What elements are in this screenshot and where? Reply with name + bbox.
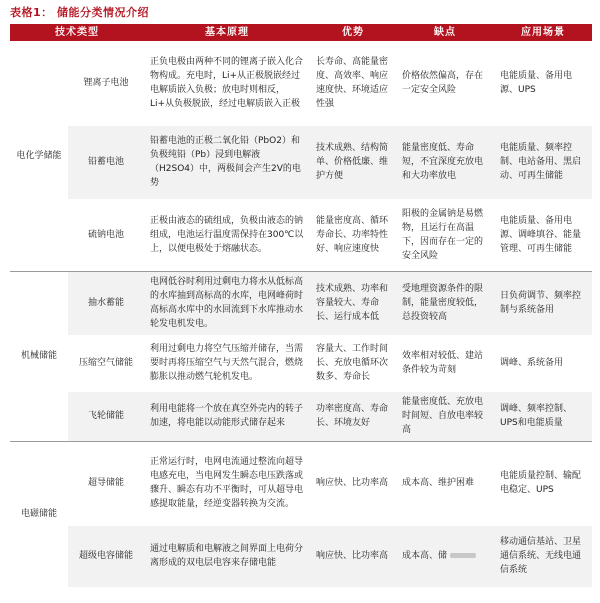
principle-cell: 利用电能将一个放在真空外壳内的转子加速，将电能以动能形式储存起来 [144, 391, 310, 441]
principle-cell: 通过电解质和电解液之间界面上电荷分离形成的双电层电容来存储电能 [144, 525, 310, 587]
table-row [10, 335, 592, 391]
application-cell: 移动通信基站、卫星通信系统、无线电通信系统 [494, 525, 592, 587]
principle-cell: 正常运行时，电网电流通过整流向超导电感充电，当电网发生瞬态电压跌落或骤升、瞬态有功不平衡时，可从超导电感提取能量，经逆变器转换为交流。 [144, 441, 310, 525]
advantage-cell: 响应快、比功率高 [310, 441, 396, 525]
application-cell: 调峰、系统备用 [494, 335, 592, 391]
disadvantage-cell: 受地理资源条件的限制，能量密度较低，总投资较高 [396, 271, 494, 335]
category-electrochemical: 电化学储能 [10, 41, 68, 271]
advantage-cell: 长寿命、高能量密度、高效率、响应速度快、环境适应性强 [310, 41, 396, 125]
watermark-smudge [450, 553, 476, 558]
disadvantage-cell [396, 525, 494, 587]
table-row [10, 525, 592, 587]
advantage-cell: 响应快、比功率高 [310, 525, 396, 587]
advantage-cell: 技术成熟、结构简单、价格低廉、维护方便 [310, 125, 396, 199]
table-row [10, 199, 592, 271]
application-cell: 电能质量控制、输配电稳定、UPS [494, 441, 592, 525]
principle-cell: 铅蓄电池的正极二氧化铅（PbO2）和负极纯铅（Pb）浸到电解液（H2SO4）中，两极间会产生2V的电势 [144, 125, 310, 199]
disadvantage-cell: 成本高、维护困难 [396, 441, 494, 525]
type-cell: 抽水蓄能 [68, 271, 144, 335]
application-cell: 电能质量、备用电源、UPS [494, 41, 592, 125]
advantage-cell: 容量大、工作时间长、充放电循环次数多、寿命长 [310, 335, 396, 391]
advantage-cell: 功率密度高、寿命长、环境友好 [310, 391, 396, 441]
disadvantage-cell: 能量密度低、寿命短，不宜深度充放电和大功率放电 [396, 125, 494, 199]
type-cell: 飞轮储能 [68, 391, 144, 441]
disadvantage-cell: 能量密度低、充放电时间短、自放电率较高 [396, 391, 494, 441]
table-row [10, 41, 592, 125]
application-cell: 电能质量、频率控制、电站备用、黑启动、可再生储能 [494, 125, 592, 199]
table-title: 表格1： 储能分类情况介绍 [10, 6, 149, 19]
disadvantage-text: 成本高、储 [402, 551, 448, 562]
principle-cell: 利用过剩电力将空气压缩并储存，当需要时再将压缩空气与天然气混合，燃烧膨胀以推动燃气轮机发电。 [144, 335, 310, 391]
type-cell: 硫钠电池 [68, 199, 144, 271]
type-cell: 压缩空气储能 [68, 335, 144, 391]
category-electromagnetic: 电磁储能 [10, 441, 68, 587]
application-cell: 调峰、频率控制、UPS和电能质量 [494, 391, 592, 441]
energy-storage-table [10, 24, 592, 588]
disadvantage-cell: 效率相对较低、建站条件较为苛刻 [396, 335, 494, 391]
category-mechanical: 机械储能 [10, 271, 68, 441]
header-principle: 基本原理 [144, 24, 310, 41]
header-disadvantage: 缺点 [396, 24, 494, 41]
type-cell: 超级电容储能 [68, 525, 144, 587]
header-application: 应用场景 [494, 24, 592, 41]
header-row [10, 24, 592, 41]
advantage-cell: 能量密度高、循环寿命长、功率特性好、响应速度快 [310, 199, 396, 271]
table-row [10, 391, 592, 441]
type-cell: 超导储能 [68, 441, 144, 525]
principle-cell: 电网低谷时利用过剩电力将水从低标高的水库抽到高标高的水库，电网峰荷时高标高水库中的水回流到下水库推动水轮发电机发电。 [144, 271, 310, 335]
disadvantage-cell: 价格依然偏高，存在一定安全风险 [396, 41, 494, 125]
table-row [10, 125, 592, 199]
application-cell: 日负荷调节、频率控制与系统备用 [494, 271, 592, 335]
type-cell: 铅蓄电池 [68, 125, 144, 199]
advantage-cell: 技术成熟、功率和容量较大、寿命长、运行成本低 [310, 271, 396, 335]
principle-cell: 正负电极由两种不同的锂离子嵌入化合物构成。充电时，Li+从正极脱嵌经过电解质嵌入负极；放电时则相反，Li+从负极脱嵌，经过电解质嵌入正极 [144, 41, 310, 125]
application-cell: 电能质量、备用电源、调峰填谷、能量管理、可再生储能 [494, 199, 592, 271]
principle-cell: 正极由液态的硫组成，负极由液态的钠组成，电池运行温度需保持在300℃以上，以便电极处于熔融状态。 [144, 199, 310, 271]
table-row [10, 271, 592, 335]
header-advantage: 优势 [310, 24, 396, 41]
type-cell: 锂离子电池 [68, 41, 144, 125]
disadvantage-cell: 阳极的金属钠是易燃物，且运行在高温下，因而存在一定的安全风险 [396, 199, 494, 271]
table-row [10, 441, 592, 525]
header-tech-type: 技术类型 [10, 24, 144, 41]
